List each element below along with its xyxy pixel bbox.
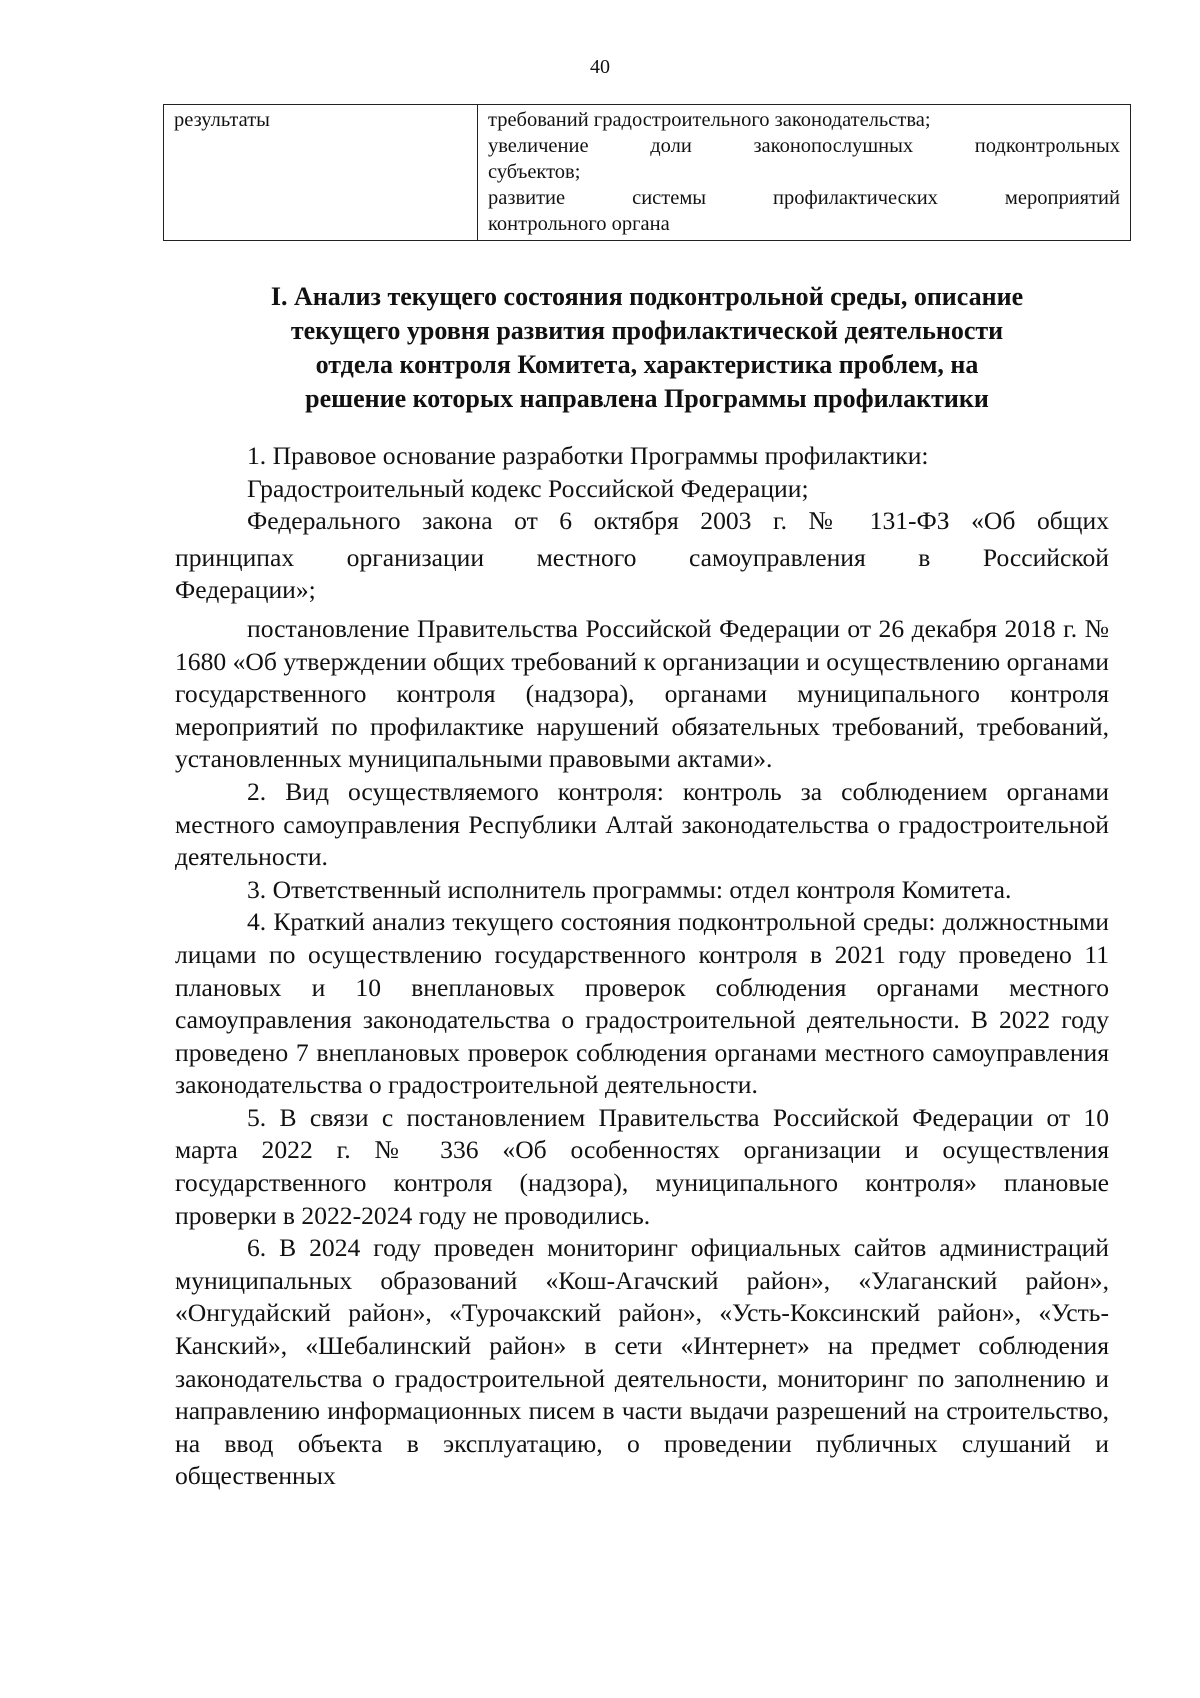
paragraph-line: принципах организации местного самоуправления в Российской: [175, 542, 1109, 572]
heading-line: текущего уровня развития профилактической деятельности: [290, 316, 1004, 345]
table-line: развитие системы профилактических мероприятий: [488, 187, 1120, 209]
table-line: контрольного органа: [488, 213, 670, 235]
table-line: субъектов;: [488, 161, 581, 183]
paragraph-monitoring: 6. В 2024 году проведен мониторинг официальных сайтов администраций муниципальных образований «Кош-Агачский район», «Улаганский район», «Онгудайский район», «Турочакский район», «Усть-Коксинский район», «Усть-Канский», «Шебалинский район» в сети «Интернет» на предмет соблюдения законодательства о градостроительной деятельности, мониторинг по заполнению и направлению информационных писем в части выдачи разрешений на строительство, на ввод объекта в эксплуатацию, о проведении публичных слушаний и общественных: [175, 1233, 1109, 1491]
table-line: увеличение доли законопослушных подконтрольных: [488, 135, 1120, 157]
heading-line: I. Анализ текущего состояния подконтрольной среды, описание: [270, 282, 1024, 311]
paragraph-legal-basis: 1. Правовое основание разработки Программы профилактики:: [247, 441, 929, 470]
body-text: [175, 440, 1109, 1493]
paragraph-line: Федерального закона от 6 октября 2003 г. № 131-ФЗ «Об общих: [247, 506, 1109, 536]
heading-line: отдела контроля Комитета, характеристика проблем, на: [315, 350, 979, 379]
paragraph-control-type: 2. Вид осуществляемого контроля: контроль за соблюдением органами местного самоуправления Республики Алтай законодательства о градостроительной деятельности.: [175, 776, 1109, 872]
continuation-table: [163, 104, 1131, 241]
table-row: [164, 105, 1131, 241]
paragraph-analysis: 4. Краткий анализ текущего состояния подконтрольной среды: должностными лицами по осуществлению государственного контроля в 2021 году проведено 11 плановых и 10 внеплановых проверок соблюдения органами местного самоуправления законодательства о градостроительной деятельности. В 2022 году проведено 7 внеплановых проверок соблюдения органами местного самоуправления законодательства о градостроительной деятельности.: [175, 907, 1109, 1100]
paragraph-urban-code: Градостроительный кодекс Российской Федерации;: [247, 473, 809, 503]
table-cell-content: [478, 105, 1131, 241]
paragraph-federal-law: [175, 505, 1109, 538]
paragraph-federal-law-cont: [175, 542, 1109, 607]
table-cell-label: результаты: [164, 105, 478, 241]
heading-line: решение которых направлена Программы профилактики: [305, 384, 989, 413]
paragraph-resolution-1680: постановление Правительства Российской Федерации от 26 декабря 2018 г. № 1680 «Об утверждении общих требований к организации и осуществлению органами государственного контроля (надзора), органами муниципального контроля мероприятий по профилактике нарушений обязательных требований, требований, установленных муниципальными правовыми актами».: [175, 613, 1109, 774]
paragraph-line: Федерации»;: [175, 575, 316, 605]
section-heading: [163, 280, 1131, 416]
paragraph-executor: 3. Ответственный исполнитель программы: отдел контроля Комитета.: [247, 874, 1012, 904]
page-number: 40: [590, 56, 610, 78]
table-line: требований градостроительного законодательства;: [488, 109, 931, 131]
paragraph-resolution-336: 5. В связи с постановлением Правительства Российской Федерации от 10 марта 2022 г. № 336 «Об особенностях организации и осуществления государственного контроля (надзора), муниципального контроля» плановые проверки в 2022-2024 году не проводились.: [175, 1102, 1109, 1230]
